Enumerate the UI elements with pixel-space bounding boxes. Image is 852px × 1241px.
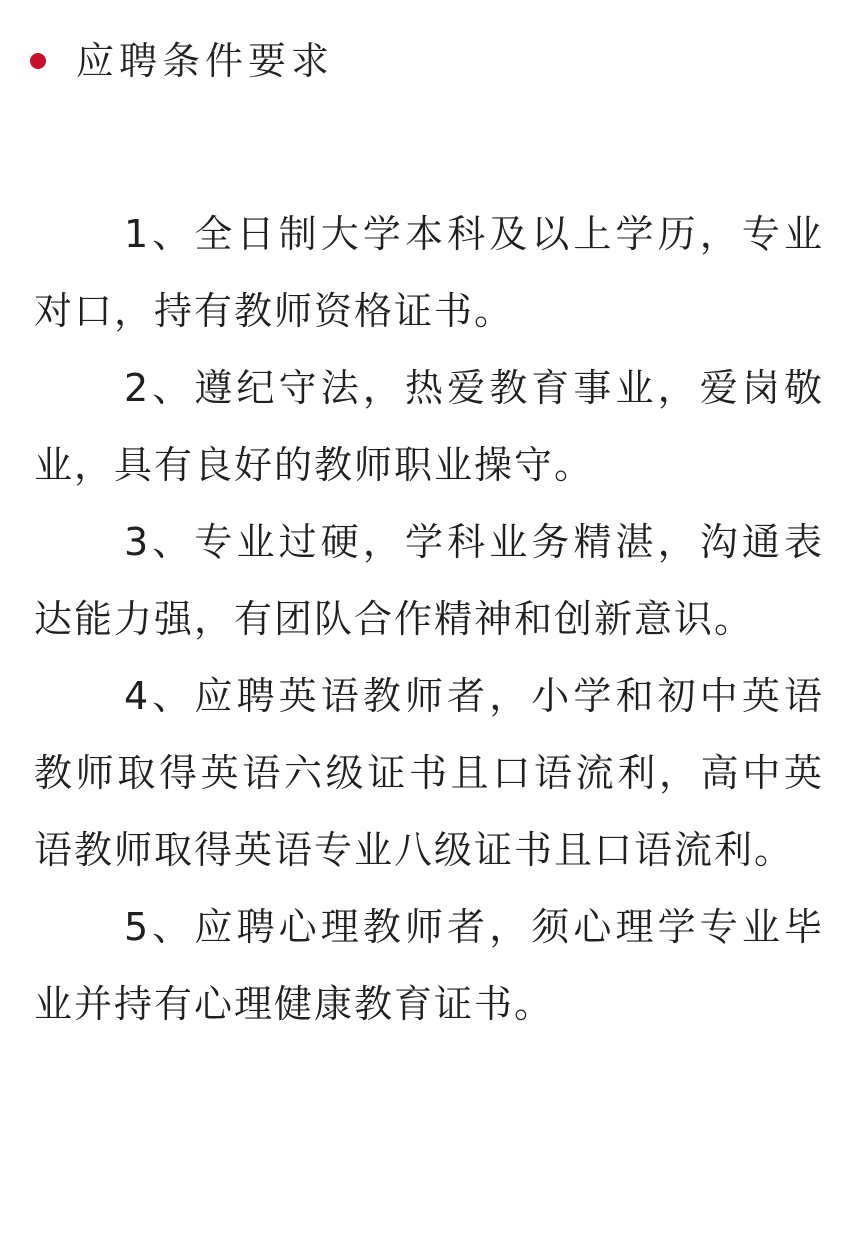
section-header xyxy=(30,36,334,86)
red-bullet-icon xyxy=(30,53,46,69)
requirement-item-4: 4、应聘英语教师者，小学和初中英语教师取得英语六级证书且口语流利，高中英语教师取得英语专业八级证书且口语流利。 xyxy=(34,674,824,872)
section-title: 应聘条件要求 xyxy=(76,39,335,83)
requirement-item-1: 1、全日制大学本科及以上学历，专业对口，持有教师资格证书。 xyxy=(34,212,824,333)
requirement-item-3: 3、专业过硬，学科业务精湛，沟通表达能力强，有团队合作精神和创新意识。 xyxy=(34,520,824,641)
requirement-item-5: 5、应聘心理教师者，须心理学专业毕业并持有心理健康教育证书。 xyxy=(34,905,824,1026)
requirement-item-2: 2、遵纪守法，热爱教育事业，爱岗敬业，具有良好的教师职业操守。 xyxy=(34,366,824,487)
requirements-list xyxy=(34,196,824,1043)
